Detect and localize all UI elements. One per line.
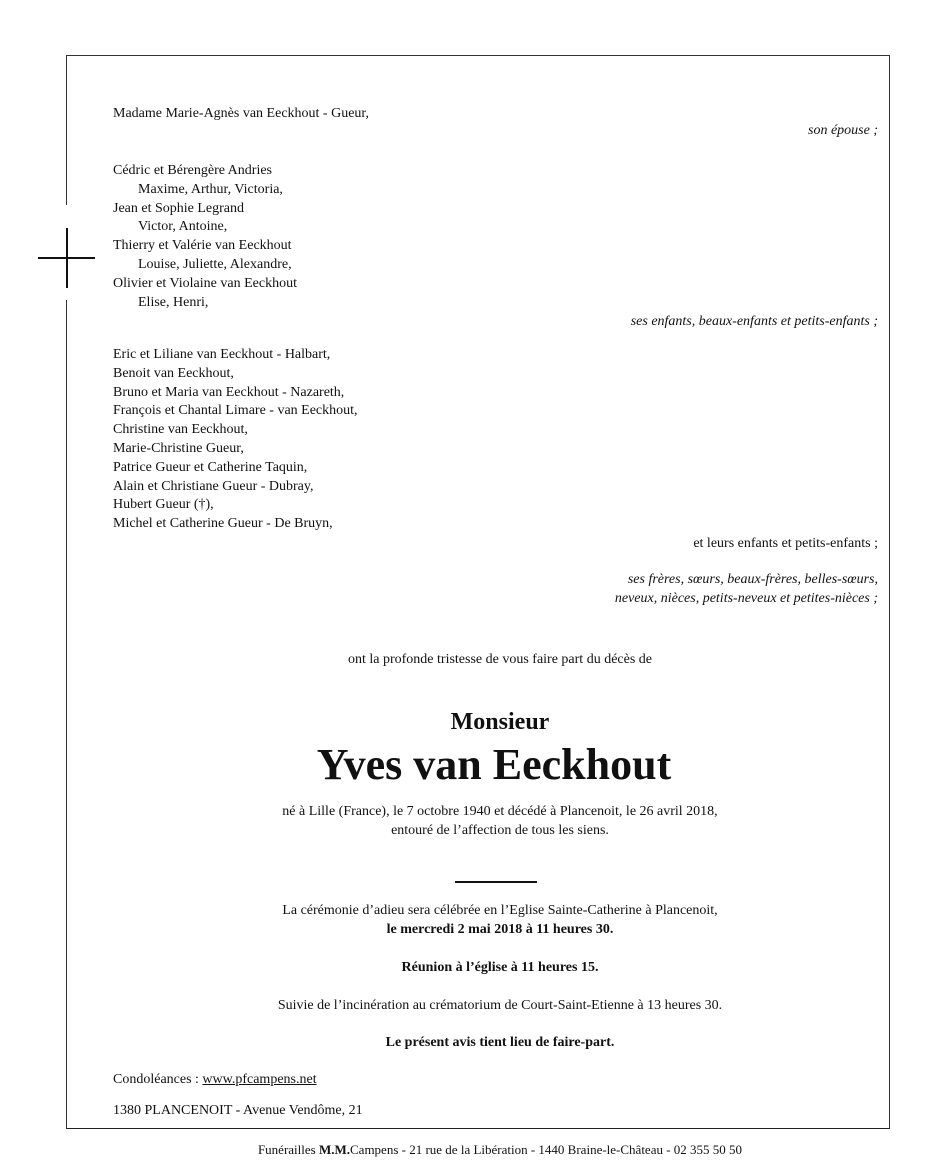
- child-line: Olivier et Violaine van Eeckhout: [113, 275, 297, 291]
- child-line: Maxime, Arthur, Victoria,: [138, 181, 283, 197]
- sibling-line: Bruno et Maria van Eeckhout - Nazareth,: [113, 384, 345, 400]
- announcement: ont la profonde tristesse de vous faire part du décès de: [347, 652, 652, 667]
- cremation: Suivie de l’incinération au crématorium de Court-Saint-Etienne à 13 heures 30.: [277, 998, 723, 1013]
- deceased-title: Monsieur: [450, 709, 550, 735]
- child-line: Louise, Juliette, Alexandre,: [138, 257, 292, 272]
- spouse-name: Madame Marie-Agnès van Eeckhout - Gueur,: [113, 106, 370, 121]
- footer-prefix: Funérailles: [257, 1142, 319, 1157]
- divider: [455, 881, 537, 883]
- birth-death: né à Lille (France), le 7 octobre 1940 et décédé à Plancenoit, le 26 avril 2018,: [282, 804, 718, 819]
- condolences: [113, 1071, 317, 1089]
- footer-brand: M.M.: [318, 1142, 350, 1157]
- notice-note: Le présent avis tient lieu de faire-part.: [385, 1035, 615, 1050]
- cross-icon-bar: [38, 257, 95, 259]
- footer-rest: Campens - 21 rue de la Libération - 1440 Braine-le-Château - 02 355 50 50: [350, 1142, 743, 1157]
- condolences-link[interactable]: www.pfcampens.net: [202, 1072, 317, 1087]
- deceased-name: Yves van Eeckhout: [316, 740, 672, 789]
- child-line: Elise, Henri,: [138, 294, 209, 310]
- extended-role-1: ses frères, sœurs, beaux-frères, belles-sœurs,: [627, 572, 878, 587]
- sibling-line: Eric et Liliane van Eeckhout - Halbart,: [113, 347, 331, 362]
- child-line: Jean et Sophie Legrand: [113, 200, 245, 216]
- meeting: Réunion à l’église à 11 heures 15.: [401, 960, 599, 975]
- spouse-role: son épouse ;: [808, 123, 878, 138]
- sibling-line: Hubert Gueur (†),: [113, 497, 214, 513]
- sibling-line: Marie-Christine Gueur,: [113, 441, 244, 456]
- ceremony: La cérémonie d’adieu sera célébrée en l’Eglise Sainte-Catherine à Plancenoit,: [282, 903, 718, 918]
- child-line: Thierry et Valérie van Eeckhout: [113, 238, 292, 254]
- ceremony-date: le mercredi 2 mai 2018 à 11 heures 30.: [386, 922, 614, 937]
- address: 1380 PLANCENOIT - Avenue Vendôme, 21: [113, 1103, 363, 1118]
- child-line: Cédric et Bérengère Andries: [113, 163, 272, 178]
- condolences-label: Condoléances :: [113, 1072, 203, 1087]
- surrounded: entouré de l’affection de tous les siens.: [391, 823, 609, 838]
- extended-role-2: neveux, nièces, petits-neveux et petites-nièces ;: [614, 591, 878, 606]
- footer: [0, 1141, 941, 1159]
- sibling-line: François et Chantal Limare - van Eeckhout,: [113, 403, 358, 419]
- sibling-line: Patrice Gueur et Catherine Taquin,: [113, 459, 308, 475]
- siblings-children: et leurs enfants et petits-enfants ;: [693, 536, 878, 551]
- sibling-line: Michel et Catherine Gueur - De Bruyn,: [113, 516, 333, 532]
- child-line: Victor, Antoine,: [138, 219, 228, 235]
- sibling-line: Alain et Christiane Gueur - Dubray,: [113, 478, 314, 494]
- sibling-line: Christine van Eeckhout,: [113, 422, 248, 438]
- sibling-line: Benoit van Eeckhout,: [113, 365, 234, 381]
- children-role: ses enfants, beaux-enfants et petits-enfants ;: [630, 314, 878, 329]
- border-left-top: [66, 55, 67, 205]
